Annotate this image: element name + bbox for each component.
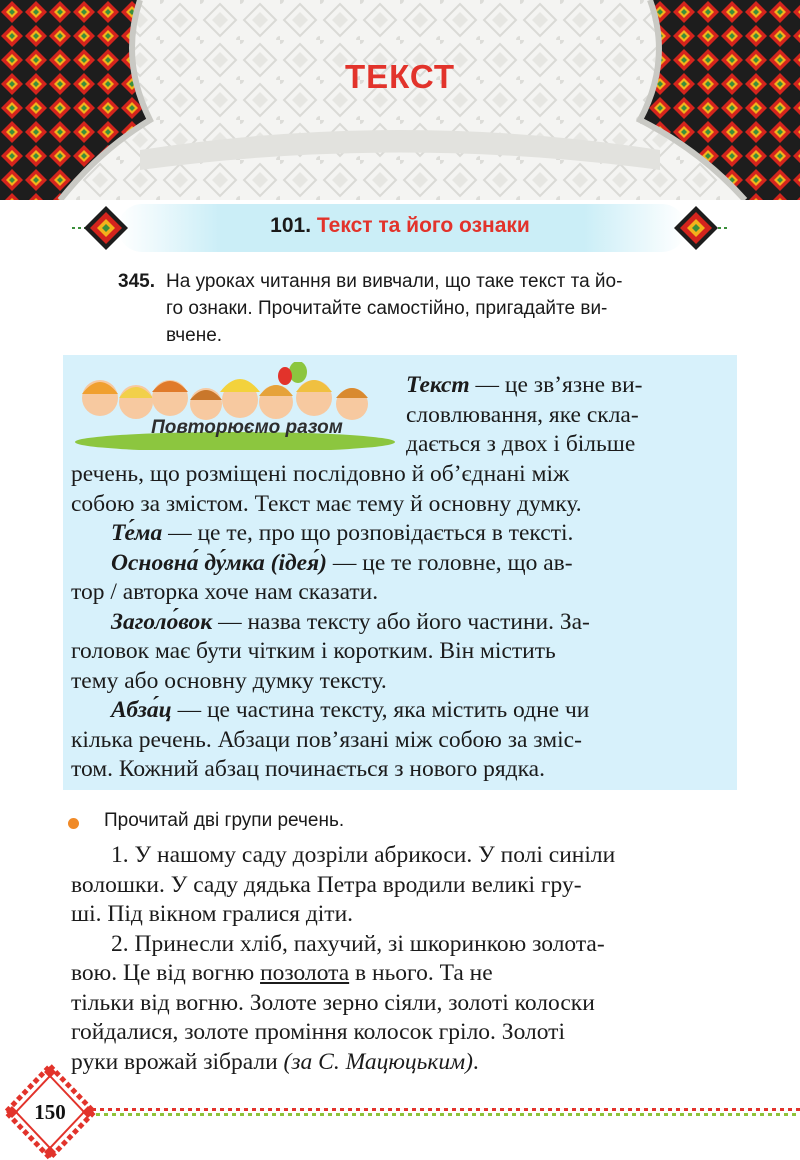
rule-line: дається з двох і більше	[406, 431, 636, 457]
page-number: 150	[34, 1100, 66, 1124]
rule-line: словлювання, яке скла-	[406, 401, 639, 428]
footer-ornament-line	[92, 1108, 800, 1116]
rule-line: речень, що розміщені послідовно й об’єднані між	[71, 461, 570, 487]
task-text: Прочитай дві групи речень.	[104, 810, 345, 831]
rule-line: собою за змістом. Текст має тему й основну думку.	[71, 490, 582, 517]
group2-text: в нього. Та не	[349, 960, 493, 986]
rule-line: том. Кожний абзац починається з нового рядка.	[71, 756, 545, 782]
rule-line: тему або основну думку тексту.	[71, 667, 387, 694]
group1-line: ші. Під вікном гралися діти.	[71, 901, 354, 927]
group2-text: вою. Це від вогню	[71, 960, 261, 986]
exercise	[118, 268, 738, 349]
rule-line: головок має бути чітким і коротким. Він містить	[71, 638, 556, 664]
term-heading: Заголо́вок	[111, 608, 213, 635]
group2-text: .	[472, 1048, 479, 1075]
exercise-line: го ознаки. Прочитайте самостійно, пригадайте ви-	[166, 298, 608, 319]
exercise-number: 345.	[118, 271, 155, 292]
repeat-together-label: Повторюємо разом	[151, 417, 343, 438]
section-name: Текст та його ознаки	[316, 214, 530, 237]
header-banner	[0, 0, 800, 200]
term-paragraph: Абза́ц	[111, 697, 172, 723]
rule-line: — це зв’язне ви-	[469, 372, 643, 398]
rule-line: тор / авторка хоче нам сказати.	[71, 579, 379, 605]
embroidered-towel-image	[0, 0, 800, 200]
source-attribution: (за С. Мацюцьким)	[283, 1048, 473, 1075]
rule-line: — це частина тексту, яка містить одне чи	[171, 697, 590, 723]
page-title: ТЕКСТ	[344, 58, 456, 95]
rule-line: — це те, про що розповідається в тексті.	[162, 520, 574, 546]
term-main-idea: Основна́ ду́мка (ідея́)	[111, 549, 327, 576]
exercise-line: На уроках читання ви вивчали, що таке текст та йо-	[166, 271, 623, 292]
group1-line: волошки. У саду дядька Петра вродили великі гру-	[71, 871, 582, 898]
group2-line: гойдалися, золоте проміння колосок гріло. Золоті	[71, 1019, 565, 1045]
section-title	[0, 214, 800, 238]
underlined-word: позолота	[260, 960, 350, 986]
group2-text: руки врожай зібрали	[71, 1048, 284, 1075]
section-number: 101.	[270, 214, 312, 237]
group2-line: 2. Принесли хліб, пахучий, зі шкоринкою золота-	[111, 930, 605, 957]
rule-line: — це те головне, що ав-	[327, 549, 573, 576]
reading-text	[71, 841, 735, 1077]
group1-line: 1. У нашому саду дозріли абрикоси. У полі синіли	[111, 842, 616, 868]
term-text: Текст	[406, 372, 470, 398]
exercise-line: вчене.	[166, 325, 223, 346]
bullet-icon	[68, 818, 79, 829]
rule-body	[71, 460, 732, 785]
rule-line: кілька речень. Абзаци пов’язані між собою за зміс-	[71, 726, 582, 753]
term-theme: Те́ма	[111, 520, 163, 546]
rule-intro	[406, 371, 732, 460]
group2-line: тільки від вогню. Золоте зерно сіяли, золоті колоски	[71, 989, 595, 1016]
rule-line: — назва тексту або його частини. За-	[212, 608, 590, 635]
